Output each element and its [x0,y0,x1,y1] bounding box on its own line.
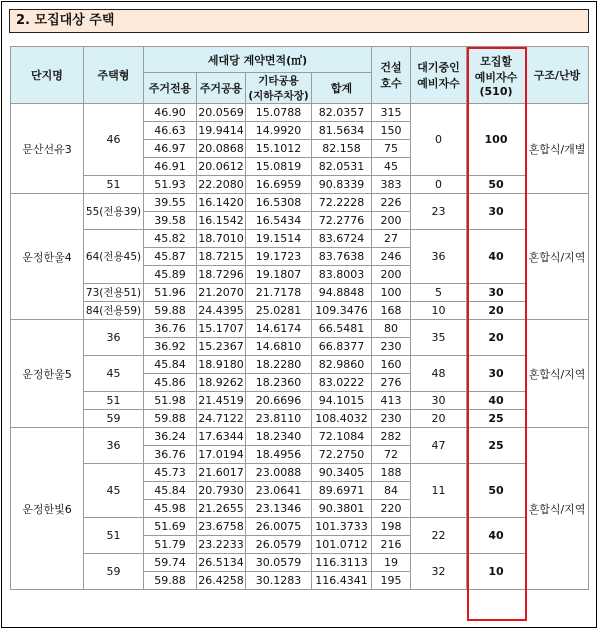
private-area-cell: 45.86 [144,374,197,392]
units-cell: 413 [372,392,411,410]
units-cell: 383 [372,176,411,194]
total-area-cell: 81.5634 [312,122,372,140]
private-area-cell: 51.98 [144,392,197,410]
waiting-count-cell: 11 [411,464,467,518]
total-area-cell: 83.8003 [312,266,372,284]
other-area-cell: 16.5434 [246,212,312,230]
units-cell: 100 [372,284,411,302]
shared-area-cell: 23.2233 [197,536,246,554]
total-area-cell: 89.6971 [312,482,372,500]
recruit-count-cell: 100 [467,104,526,176]
shared-area-cell: 18.7296 [197,266,246,284]
total-area-cell: 72.2228 [312,194,372,212]
shared-area-cell: 16.1420 [197,194,246,212]
private-area-cell: 36.92 [144,338,197,356]
waiting-count-cell: 22 [411,518,467,554]
housing-table [10,46,589,590]
total-area-cell: 90.3801 [312,500,372,518]
recruit-count-cell: 25 [467,428,526,464]
header-recruit-text: 모집할 예비자수 (510) [474,54,518,98]
other-area-cell: 15.1012 [246,140,312,158]
shared-area-cell: 24.4395 [197,302,246,320]
complex-name-cell: 문산선유3 [11,104,84,194]
recruit-count-cell: 40 [467,518,526,554]
header-waiting-text: 대기중인 예비자수 [417,61,460,90]
shared-area-cell: 16.1542 [197,212,246,230]
recruit-count-cell: 30 [467,284,526,302]
waiting-count-cell: 35 [411,320,467,356]
total-area-cell: 72.1084 [312,428,372,446]
private-area-cell: 46.91 [144,158,197,176]
units-cell: 188 [372,464,411,482]
total-area-cell: 82.158 [312,140,372,158]
total-area-cell: 90.8339 [312,176,372,194]
table-row [11,428,589,446]
total-area-cell: 108.4032 [312,410,372,428]
units-cell: 19 [372,554,411,572]
private-area-cell: 59.88 [144,410,197,428]
units-cell: 45 [372,158,411,176]
other-area-cell: 26.0075 [246,518,312,536]
private-area-cell: 36.76 [144,320,197,338]
other-area-cell: 23.0088 [246,464,312,482]
waiting-count-cell: 5 [411,284,467,302]
table-row [11,230,589,248]
total-area-cell: 66.8377 [312,338,372,356]
recruit-count-cell: 20 [467,320,526,356]
waiting-count-cell: 10 [411,302,467,320]
units-cell: 282 [372,428,411,446]
units-cell: 216 [372,536,411,554]
complex-name-cell: 운정한울5 [11,320,84,428]
housing-type-cell: 36 [84,320,144,356]
shared-area-cell: 26.4258 [197,572,246,590]
other-area-cell: 15.0788 [246,104,312,122]
table-row [11,554,589,572]
table-row [11,392,589,410]
other-area-cell: 23.1346 [246,500,312,518]
units-cell: 220 [372,500,411,518]
total-area-cell: 72.2750 [312,446,372,464]
private-area-cell: 46.63 [144,122,197,140]
housing-type-cell: 59 [84,410,144,428]
total-area-cell: 82.0357 [312,104,372,122]
other-area-cell: 25.0281 [246,302,312,320]
header-area-group: 세대당 계약면적(㎡) [144,47,372,73]
recruit-count-cell: 10 [467,554,526,590]
other-area-cell: 23.8110 [246,410,312,428]
housing-type-cell: 64(전용45) [84,230,144,284]
total-area-cell: 83.6724 [312,230,372,248]
header-units [372,47,411,104]
other-area-cell: 26.0579 [246,536,312,554]
table-row [11,518,589,536]
recruit-count-cell: 25 [467,410,526,428]
total-area-cell: 94.1015 [312,392,372,410]
other-area-cell: 19.1723 [246,248,312,266]
waiting-count-cell: 36 [411,230,467,284]
header-shared: 주거공용 [197,73,246,104]
total-area-cell: 66.5481 [312,320,372,338]
housing-type-cell: 46 [84,104,144,176]
housing-type-cell: 51 [84,518,144,554]
recruit-count-cell: 30 [467,356,526,392]
private-area-cell: 36.76 [144,446,197,464]
other-area-cell: 14.9920 [246,122,312,140]
header-structure: 구조/난방 [526,47,589,104]
table-row [11,302,589,320]
units-cell: 226 [372,194,411,212]
header-other-text: 기타공용 (지하주차장) [248,75,309,102]
private-area-cell: 45.98 [144,500,197,518]
private-area-cell: 59.88 [144,572,197,590]
total-area-cell: 116.4341 [312,572,372,590]
recruit-count-cell: 50 [467,176,526,194]
header-type: 주택형 [84,47,144,104]
other-area-cell: 18.2280 [246,356,312,374]
other-area-cell: 16.6959 [246,176,312,194]
total-area-cell: 72.2776 [312,212,372,230]
table-row [11,410,589,428]
table-row [11,284,589,302]
housing-type-cell: 36 [84,428,144,464]
header-complex: 단지명 [11,47,84,104]
units-cell: 195 [372,572,411,590]
units-cell: 230 [372,338,411,356]
table-row [11,320,589,338]
complex-name-cell: 운정한빛6 [11,428,84,590]
header-recruit [467,47,526,104]
total-area-cell: 101.3733 [312,518,372,536]
other-area-cell: 14.6810 [246,338,312,356]
units-cell: 230 [372,410,411,428]
table-row [11,194,589,212]
shared-area-cell: 20.0612 [197,158,246,176]
private-area-cell: 45.84 [144,482,197,500]
private-area-cell: 36.24 [144,428,197,446]
shared-area-cell: 18.7010 [197,230,246,248]
housing-type-cell: 51 [84,392,144,410]
private-area-cell: 45.89 [144,266,197,284]
shared-area-cell: 20.7930 [197,482,246,500]
structure-cell: 혼합식/개별 [526,104,589,194]
structure-cell: 혼합식/지역 [526,428,589,590]
other-area-cell: 14.6174 [246,320,312,338]
recruit-count-cell: 20 [467,302,526,320]
table-row [11,176,589,194]
private-area-cell: 51.69 [144,518,197,536]
other-area-cell: 20.6696 [246,392,312,410]
header-units-text: 건설 호수 [380,61,402,90]
private-area-cell: 45.84 [144,356,197,374]
shared-area-cell: 21.4519 [197,392,246,410]
complex-name-cell: 운정한울4 [11,194,84,320]
total-area-cell: 116.3113 [312,554,372,572]
housing-type-cell: 51 [84,176,144,194]
private-area-cell: 59.74 [144,554,197,572]
other-area-cell: 15.0819 [246,158,312,176]
housing-type-cell: 45 [84,356,144,392]
units-cell: 200 [372,212,411,230]
total-area-cell: 90.3405 [312,464,372,482]
waiting-count-cell: 0 [411,176,467,194]
other-area-cell: 18.2340 [246,428,312,446]
header-other [246,73,312,104]
table-row [11,464,589,482]
shared-area-cell: 20.0569 [197,104,246,122]
recruit-count-cell: 50 [467,464,526,518]
units-cell: 150 [372,122,411,140]
total-area-cell: 101.0712 [312,536,372,554]
private-area-cell: 39.55 [144,194,197,212]
waiting-count-cell: 47 [411,428,467,464]
other-area-cell: 30.1283 [246,572,312,590]
other-area-cell: 18.2360 [246,374,312,392]
section-heading: 2. 모집대상 주택 [9,9,589,33]
recruit-count-cell: 40 [467,392,526,410]
other-area-cell: 30.0579 [246,554,312,572]
private-area-cell: 45.82 [144,230,197,248]
shared-area-cell: 22.2080 [197,176,246,194]
units-cell: 75 [372,140,411,158]
recruit-count-cell: 30 [467,194,526,230]
total-area-cell: 82.0531 [312,158,372,176]
structure-cell: 혼합식/지역 [526,194,589,320]
units-cell: 72 [372,446,411,464]
waiting-count-cell: 32 [411,554,467,590]
waiting-count-cell: 30 [411,392,467,410]
housing-type-cell: 55(전용39) [84,194,144,230]
private-area-cell: 46.90 [144,104,197,122]
private-area-cell: 45.73 [144,464,197,482]
other-area-cell: 19.1807 [246,266,312,284]
shared-area-cell: 23.6758 [197,518,246,536]
total-area-cell: 83.7638 [312,248,372,266]
units-cell: 160 [372,356,411,374]
units-cell: 168 [372,302,411,320]
units-cell: 276 [372,374,411,392]
units-cell: 198 [372,518,411,536]
header-total: 합계 [312,73,372,104]
shared-area-cell: 18.9180 [197,356,246,374]
housing-type-cell: 84(전용59) [84,302,144,320]
private-area-cell: 45.87 [144,248,197,266]
other-area-cell: 21.7178 [246,284,312,302]
table-row [11,356,589,374]
shared-area-cell: 18.7215 [197,248,246,266]
other-area-cell: 16.5308 [246,194,312,212]
table-body [11,104,589,590]
shared-area-cell: 21.2655 [197,500,246,518]
total-area-cell: 82.9860 [312,356,372,374]
structure-cell: 혼합식/지역 [526,320,589,428]
waiting-count-cell: 48 [411,356,467,392]
header-waiting [411,47,467,104]
units-cell: 80 [372,320,411,338]
private-area-cell: 59.88 [144,302,197,320]
shared-area-cell: 19.9414 [197,122,246,140]
units-cell: 246 [372,248,411,266]
total-area-cell: 94.8848 [312,284,372,302]
shared-area-cell: 17.6344 [197,428,246,446]
total-area-cell: 109.3476 [312,302,372,320]
private-area-cell: 51.96 [144,284,197,302]
private-area-cell: 46.97 [144,140,197,158]
shared-area-cell: 15.2367 [197,338,246,356]
shared-area-cell: 18.9262 [197,374,246,392]
shared-area-cell: 15.1707 [197,320,246,338]
shared-area-cell: 21.6017 [197,464,246,482]
other-area-cell: 23.0641 [246,482,312,500]
units-cell: 315 [372,104,411,122]
shared-area-cell: 20.0868 [197,140,246,158]
waiting-count-cell: 0 [411,104,467,176]
units-cell: 84 [372,482,411,500]
recruit-count-cell: 40 [467,230,526,284]
waiting-count-cell: 23 [411,194,467,230]
shared-area-cell: 21.2070 [197,284,246,302]
units-cell: 200 [372,266,411,284]
housing-type-cell: 73(전용51) [84,284,144,302]
other-area-cell: 18.4956 [246,446,312,464]
housing-type-cell: 45 [84,464,144,518]
private-area-cell: 51.93 [144,176,197,194]
units-cell: 27 [372,230,411,248]
shared-area-cell: 17.0194 [197,446,246,464]
waiting-count-cell: 20 [411,410,467,428]
table-row [11,104,589,122]
shared-area-cell: 24.7122 [197,410,246,428]
other-area-cell: 19.1514 [246,230,312,248]
total-area-cell: 83.0222 [312,374,372,392]
private-area-cell: 39.58 [144,212,197,230]
housing-type-cell: 59 [84,554,144,590]
header-private: 주거전용 [144,73,197,104]
shared-area-cell: 26.5134 [197,554,246,572]
private-area-cell: 51.79 [144,536,197,554]
